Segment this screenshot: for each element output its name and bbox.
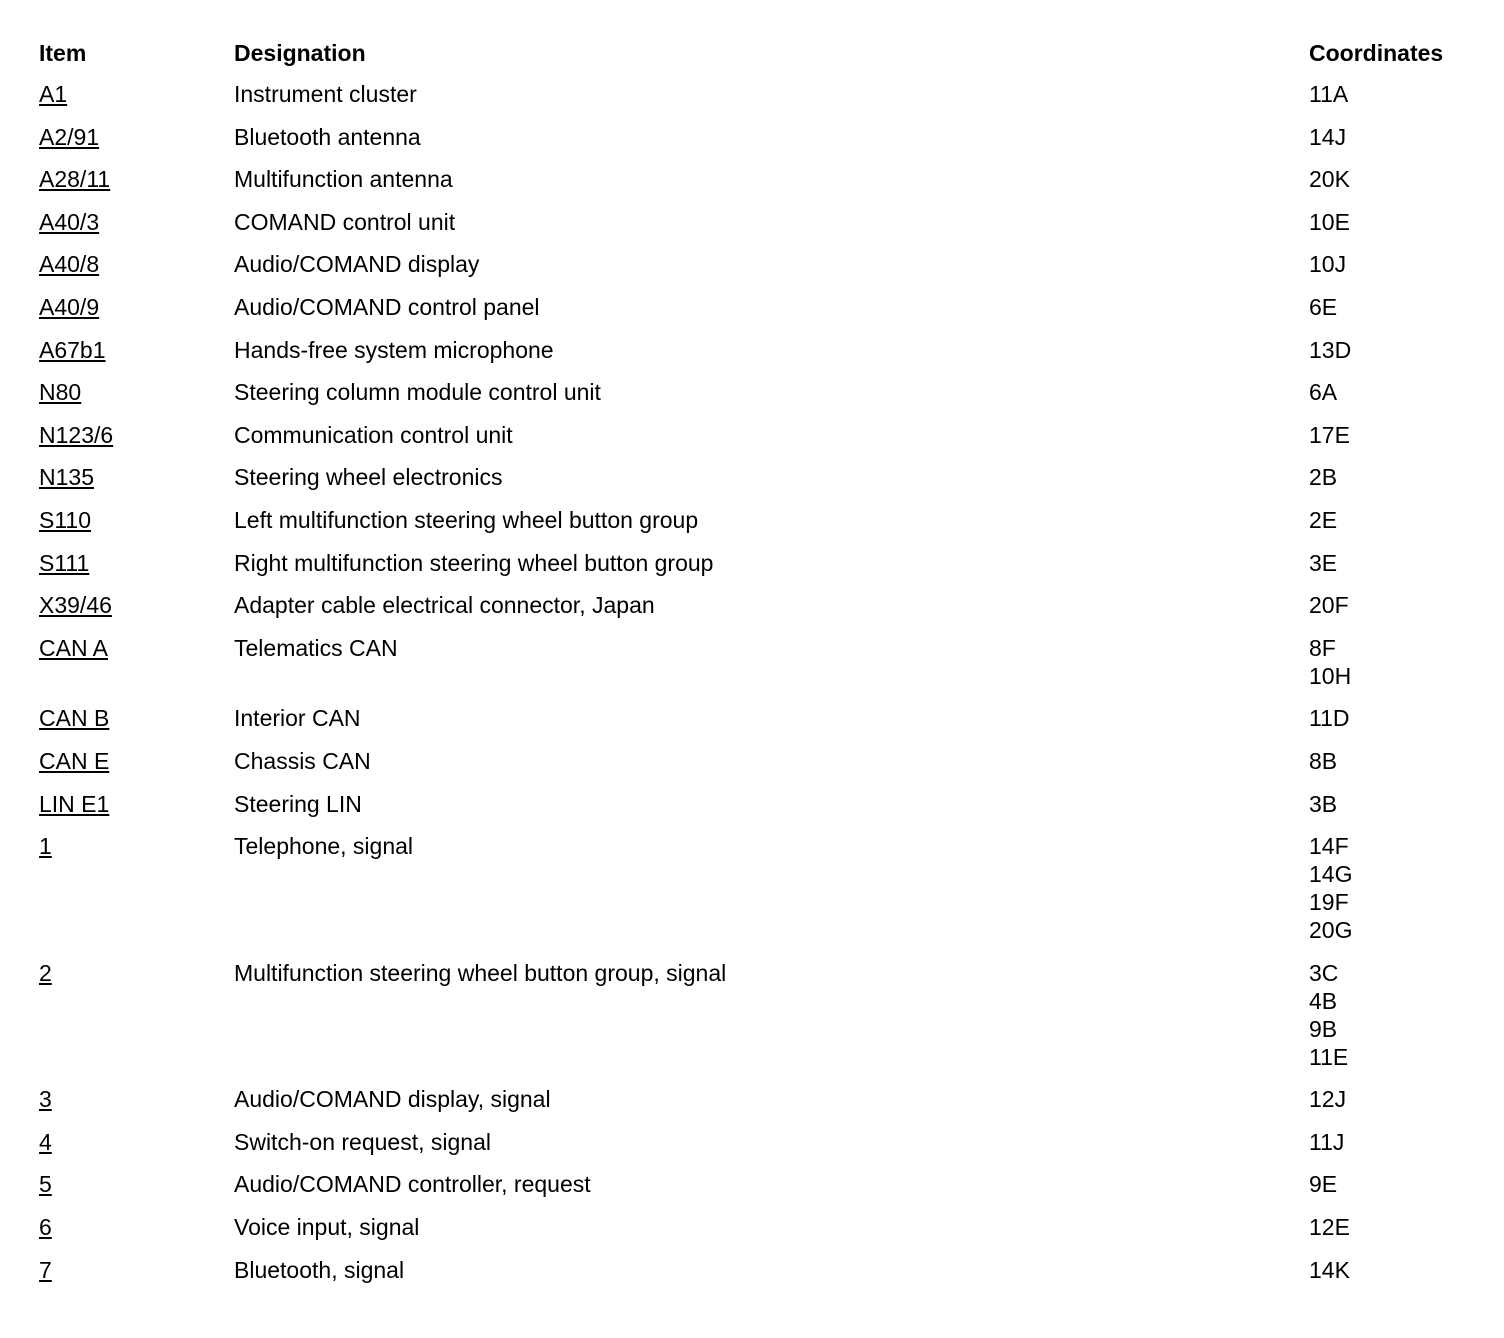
designation-cell: Multifunction antenna [234,166,453,193]
table-row [39,747,1479,790]
table-row [39,1128,1479,1171]
designation-cell: Bluetooth antenna [234,123,421,150]
table-row [39,208,1479,251]
coordinate-value: 14G [1309,861,1353,888]
item-cell [39,634,234,662]
item-link[interactable]: S110 [39,506,92,533]
coordinate-value: 13D [1309,336,1352,363]
coordinate-value: 2E [1309,506,1338,533]
coordinates-cell [1309,549,1479,577]
designation-cell: Chassis CAN [234,747,371,774]
designation-cell: Communication control unit [234,421,513,448]
coordinates-cell [1309,80,1479,108]
designation-cell: Hands-free system microphone [234,336,554,363]
item-cell [39,549,234,577]
item-cell [39,378,234,406]
coordinate-value: 14F [1309,833,1349,860]
coordinate-value: 14J [1309,123,1347,150]
coordinates-cell [1309,591,1479,619]
item-cell [39,747,234,775]
item-cell [39,1170,234,1198]
item-link[interactable]: A1 [39,81,68,107]
designation-cell: Steering wheel electronics [234,464,503,491]
table-row [39,123,1479,166]
item-cell [39,591,234,619]
table-body [39,80,1479,1298]
coordinates-cell [1309,704,1479,732]
table-row [39,378,1479,421]
item-cell [39,336,234,364]
designation-cell: Adapter cable electrical connector, Japan [234,592,655,619]
coordinates-cell [1309,1256,1479,1284]
item-link[interactable]: 2 [39,959,52,986]
table-row [39,293,1479,336]
coordinates-cell [1309,634,1479,690]
column-header-designation: Designation [234,40,366,66]
coordinate-value: 3E [1309,549,1338,576]
item-link[interactable]: 5 [39,1171,52,1198]
coordinate-value: 6E [1309,293,1338,320]
table-row [39,1085,1479,1128]
item-link[interactable]: 1 [39,833,52,860]
coordinate-value: 12E [1309,1214,1350,1241]
item-cell [39,832,234,860]
item-link[interactable]: A2/91 [39,123,100,150]
item-link[interactable]: N80 [39,379,82,406]
item-link[interactable]: CAN E [39,747,110,774]
table-row [39,165,1479,208]
table-row [39,250,1479,293]
coordinates-cell [1309,1213,1479,1241]
item-cell [39,80,234,108]
coordinates-cell [1309,208,1479,236]
coordinates-cell [1309,1128,1479,1156]
item-cell [39,421,234,449]
coordinates-cell [1309,336,1479,364]
coordinates-cell [1309,1170,1479,1198]
table-row [39,463,1479,506]
legend-table [39,38,1479,1298]
item-link[interactable]: LIN E1 [39,790,110,817]
coordinate-value: 12J [1309,1086,1347,1113]
table-row [39,1256,1479,1299]
item-cell [39,1256,234,1284]
coordinate-value: 3B [1309,790,1338,817]
item-cell [39,208,234,236]
column-header-item: Item [39,40,87,66]
coordinate-value: 19F [1309,889,1349,916]
table-row [39,704,1479,747]
table-row [39,634,1479,705]
coordinates-cell [1309,250,1479,278]
coordinate-value: 11D [1309,705,1350,732]
table-row [39,790,1479,833]
coordinate-value: 11E [1309,1043,1349,1070]
table-row [39,959,1479,1086]
coordinate-value: 10J [1309,251,1347,278]
item-cell [39,1213,234,1241]
table-row [39,832,1479,959]
table-row [39,591,1479,634]
table-row [39,549,1479,592]
coordinates-cell [1309,959,1479,1071]
coordinate-value: 17E [1309,421,1350,448]
coordinate-value: 3C [1309,959,1339,986]
coordinates-cell [1309,506,1479,534]
coordinate-value: 20K [1309,166,1350,193]
designation-cell: Steering LIN [234,790,362,817]
item-link[interactable]: A28/11 [39,166,111,193]
coordinate-value: 20F [1309,592,1349,619]
designation-cell: Steering column module control unit [234,379,601,406]
designation-cell: Audio/COMAND display, signal [234,1086,551,1113]
item-link[interactable]: 7 [39,1256,52,1283]
designation-cell: Telephone, signal [234,833,414,860]
table-header [39,38,1479,80]
coordinates-cell [1309,165,1479,193]
coordinates-cell [1309,463,1479,491]
coordinate-value: 14K [1309,1256,1350,1283]
item-link[interactable]: 6 [39,1214,52,1241]
coordinates-cell [1309,790,1479,818]
table-row [39,336,1479,379]
coordinates-cell [1309,1085,1479,1113]
item-cell [39,790,234,818]
coordinate-value: 8F [1309,634,1336,661]
designation-cell: Audio/COMAND controller, request [234,1171,591,1198]
item-link[interactable]: S111 [39,549,90,576]
item-link[interactable]: N123/6 [39,421,114,448]
column-header-coordinates: Coordinates [1309,40,1444,66]
item-link[interactable]: A40/3 [39,208,100,235]
item-link[interactable]: A67b1 [39,336,106,363]
coordinates-cell [1309,378,1479,406]
item-link[interactable]: N135 [39,464,94,491]
coordinate-value: 10E [1309,208,1350,235]
table-row [39,1213,1479,1256]
coordinate-value: 20G [1309,917,1353,944]
designation-cell: Instrument cluster [234,81,417,107]
coordinate-value: 11J [1309,1128,1345,1155]
item-link[interactable]: X39/46 [39,592,112,619]
table-row [39,80,1479,123]
designation-cell: Voice input, signal [234,1214,420,1241]
designation-cell: COMAND control unit [234,208,456,235]
item-cell [39,250,234,278]
item-cell [39,506,234,534]
item-cell [39,1128,234,1156]
coordinate-value: 9E [1309,1171,1338,1198]
item-link[interactable]: A40/8 [39,251,100,278]
item-link[interactable]: CAN B [39,705,110,732]
designation-cell: Multifunction steering wheel button group, signal [234,959,727,986]
item-link[interactable]: 3 [39,1086,52,1113]
coordinate-value: 4B [1309,987,1338,1014]
coordinate-value: 2B [1309,464,1338,491]
item-cell [39,165,234,193]
item-cell [39,463,234,491]
coordinate-value: 9B [1309,1015,1338,1042]
table-row [39,421,1479,464]
coordinates-cell [1309,747,1479,775]
designation-cell: Bluetooth, signal [234,1256,405,1283]
designation-cell: Telematics CAN [234,634,398,661]
designation-cell: Interior CAN [234,705,361,732]
item-cell [39,1085,234,1113]
item-cell [39,293,234,321]
coordinate-value: 8B [1309,747,1338,774]
table-row [39,1170,1479,1213]
designation-cell: Switch-on request, signal [234,1128,491,1155]
item-link[interactable]: CAN A [39,634,109,661]
coordinates-cell [1309,123,1479,151]
coordinate-value: 6A [1309,379,1338,406]
table-row [39,506,1479,549]
item-link[interactable]: A40/9 [39,293,100,320]
coordinate-value: 10H [1309,662,1352,689]
designation-cell: Left multifunction steering wheel button group [234,506,699,533]
item-link[interactable]: 4 [39,1128,52,1155]
designation-cell: Right multifunction steering wheel button group [234,549,714,576]
coordinates-cell [1309,421,1479,449]
item-cell [39,959,234,987]
coordinates-cell [1309,293,1479,321]
item-cell [39,123,234,151]
coordinate-value: 11A [1309,81,1349,107]
designation-cell: Audio/COMAND control panel [234,293,540,320]
designation-cell: Audio/COMAND display [234,251,480,278]
coordinates-cell [1309,832,1479,944]
item-cell [39,704,234,732]
